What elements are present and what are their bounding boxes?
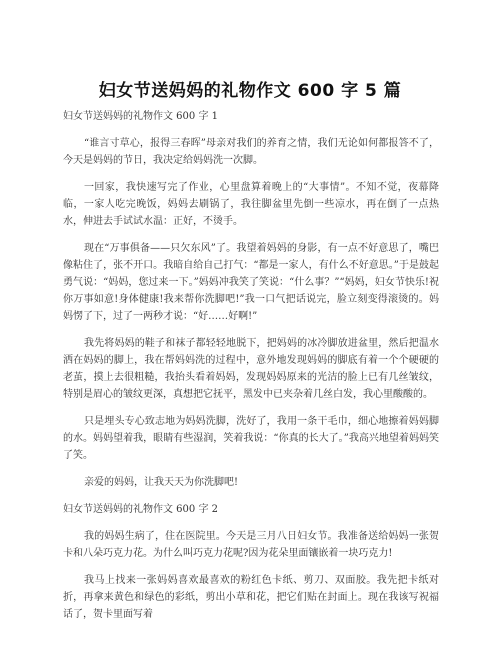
section-2-paragraph-1: 我的妈妈生病了，住在医院里。今天是三月八日妇女节。我准备送给妈妈一张贺卡和八朵巧克力花。为什么叫巧克力花呢?因为花朵里面镶嵌着一块巧克力! (63, 531, 439, 559)
section-1-paragraph-2: 一回家，我快速写完了作业，心里盘算着晚上的“大事情”。不知不觉，夜幕降临，一家人吃完晚饭，妈妈去刷锅了，我往脚盆里先倒一些凉水，再在倒了一点热水，伸进去手试试水温：正好，不烫手。 (63, 182, 439, 227)
section-2-paragraph-2: 我马上找来一张妈妈喜欢最喜欢的粉红色卡纸、剪刀、双面胶。我先把卡纸对折，再拿来黄色和绿色的彩纸，剪出小草和花，把它们贴在封面上。现在我该写祝福话了，贺卡里面写着 (63, 575, 439, 620)
section-2-heading: 妇女节送妈妈的礼物作文 600 字 2 (63, 504, 218, 515)
section-1-heading: 妇女节送妈妈的礼物作文 600 字 1 (63, 111, 218, 122)
section-1-paragraph-5: 只是埋头专心致志地为妈妈洗脚，洗好了，我用一条干毛巾，细心地擦着妈妈脚的水。妈妈望着我，眼睛有些湿润，笑着我说：“你真的长大了。”我高兴地望着妈妈笑了笑。 (63, 416, 439, 461)
section-1-paragraph-4: 我先将妈妈的鞋子和袜子都轻轻地脱下，把妈妈的冰冷脚放进盆里，然后把温水洒在妈妈的脚上，我在帮妈妈洗的过程中，意外地发现妈妈的脚底有着一个个硬硬的老茧，摸上去很粗糙，我抬头看着妈妈，发现妈妈原来的光洁的脸上已有几丝皱纹，特别是眉心的皱纹更深，真想把它抚平，黑发中已夹杂着几丝白发，我心里酸酸的。 (63, 338, 439, 400)
section-1-paragraph-6: 亲爱的妈妈，让我天天为你洗脚吧! (84, 477, 239, 488)
document-body (63, 108, 439, 633)
document-title: 妇女节送妈妈的礼物作文 600 字 5 篇 (98, 81, 402, 101)
section-1-paragraph-1: “谁言寸草心，报得三春晖”母亲对我们的养育之情，我们无论如何都报答不了，今天是妈妈的节日，我决定给妈妈洗一次脚。 (63, 138, 439, 166)
section-1-paragraph-3: 现在“万事俱备——只欠东风”了。我望着妈妈的身影，有一点不好意思了，嘴巴像粘住了，张不开口。我暗自给自己打气：“都是一家人，有什么不好意思。”于是鼓起勇气说：“妈妈，您过来一下。”妈妈冲我笑了笑说：“什么事？”“妈妈，妇女节快乐!祝你万事如意!身体健康!我来帮你洗脚吧!”我一口气把话说完，脸立刻变得滚烫的。妈妈愣了下，过了一两秒才说：“好……好啊!” (63, 243, 439, 322)
